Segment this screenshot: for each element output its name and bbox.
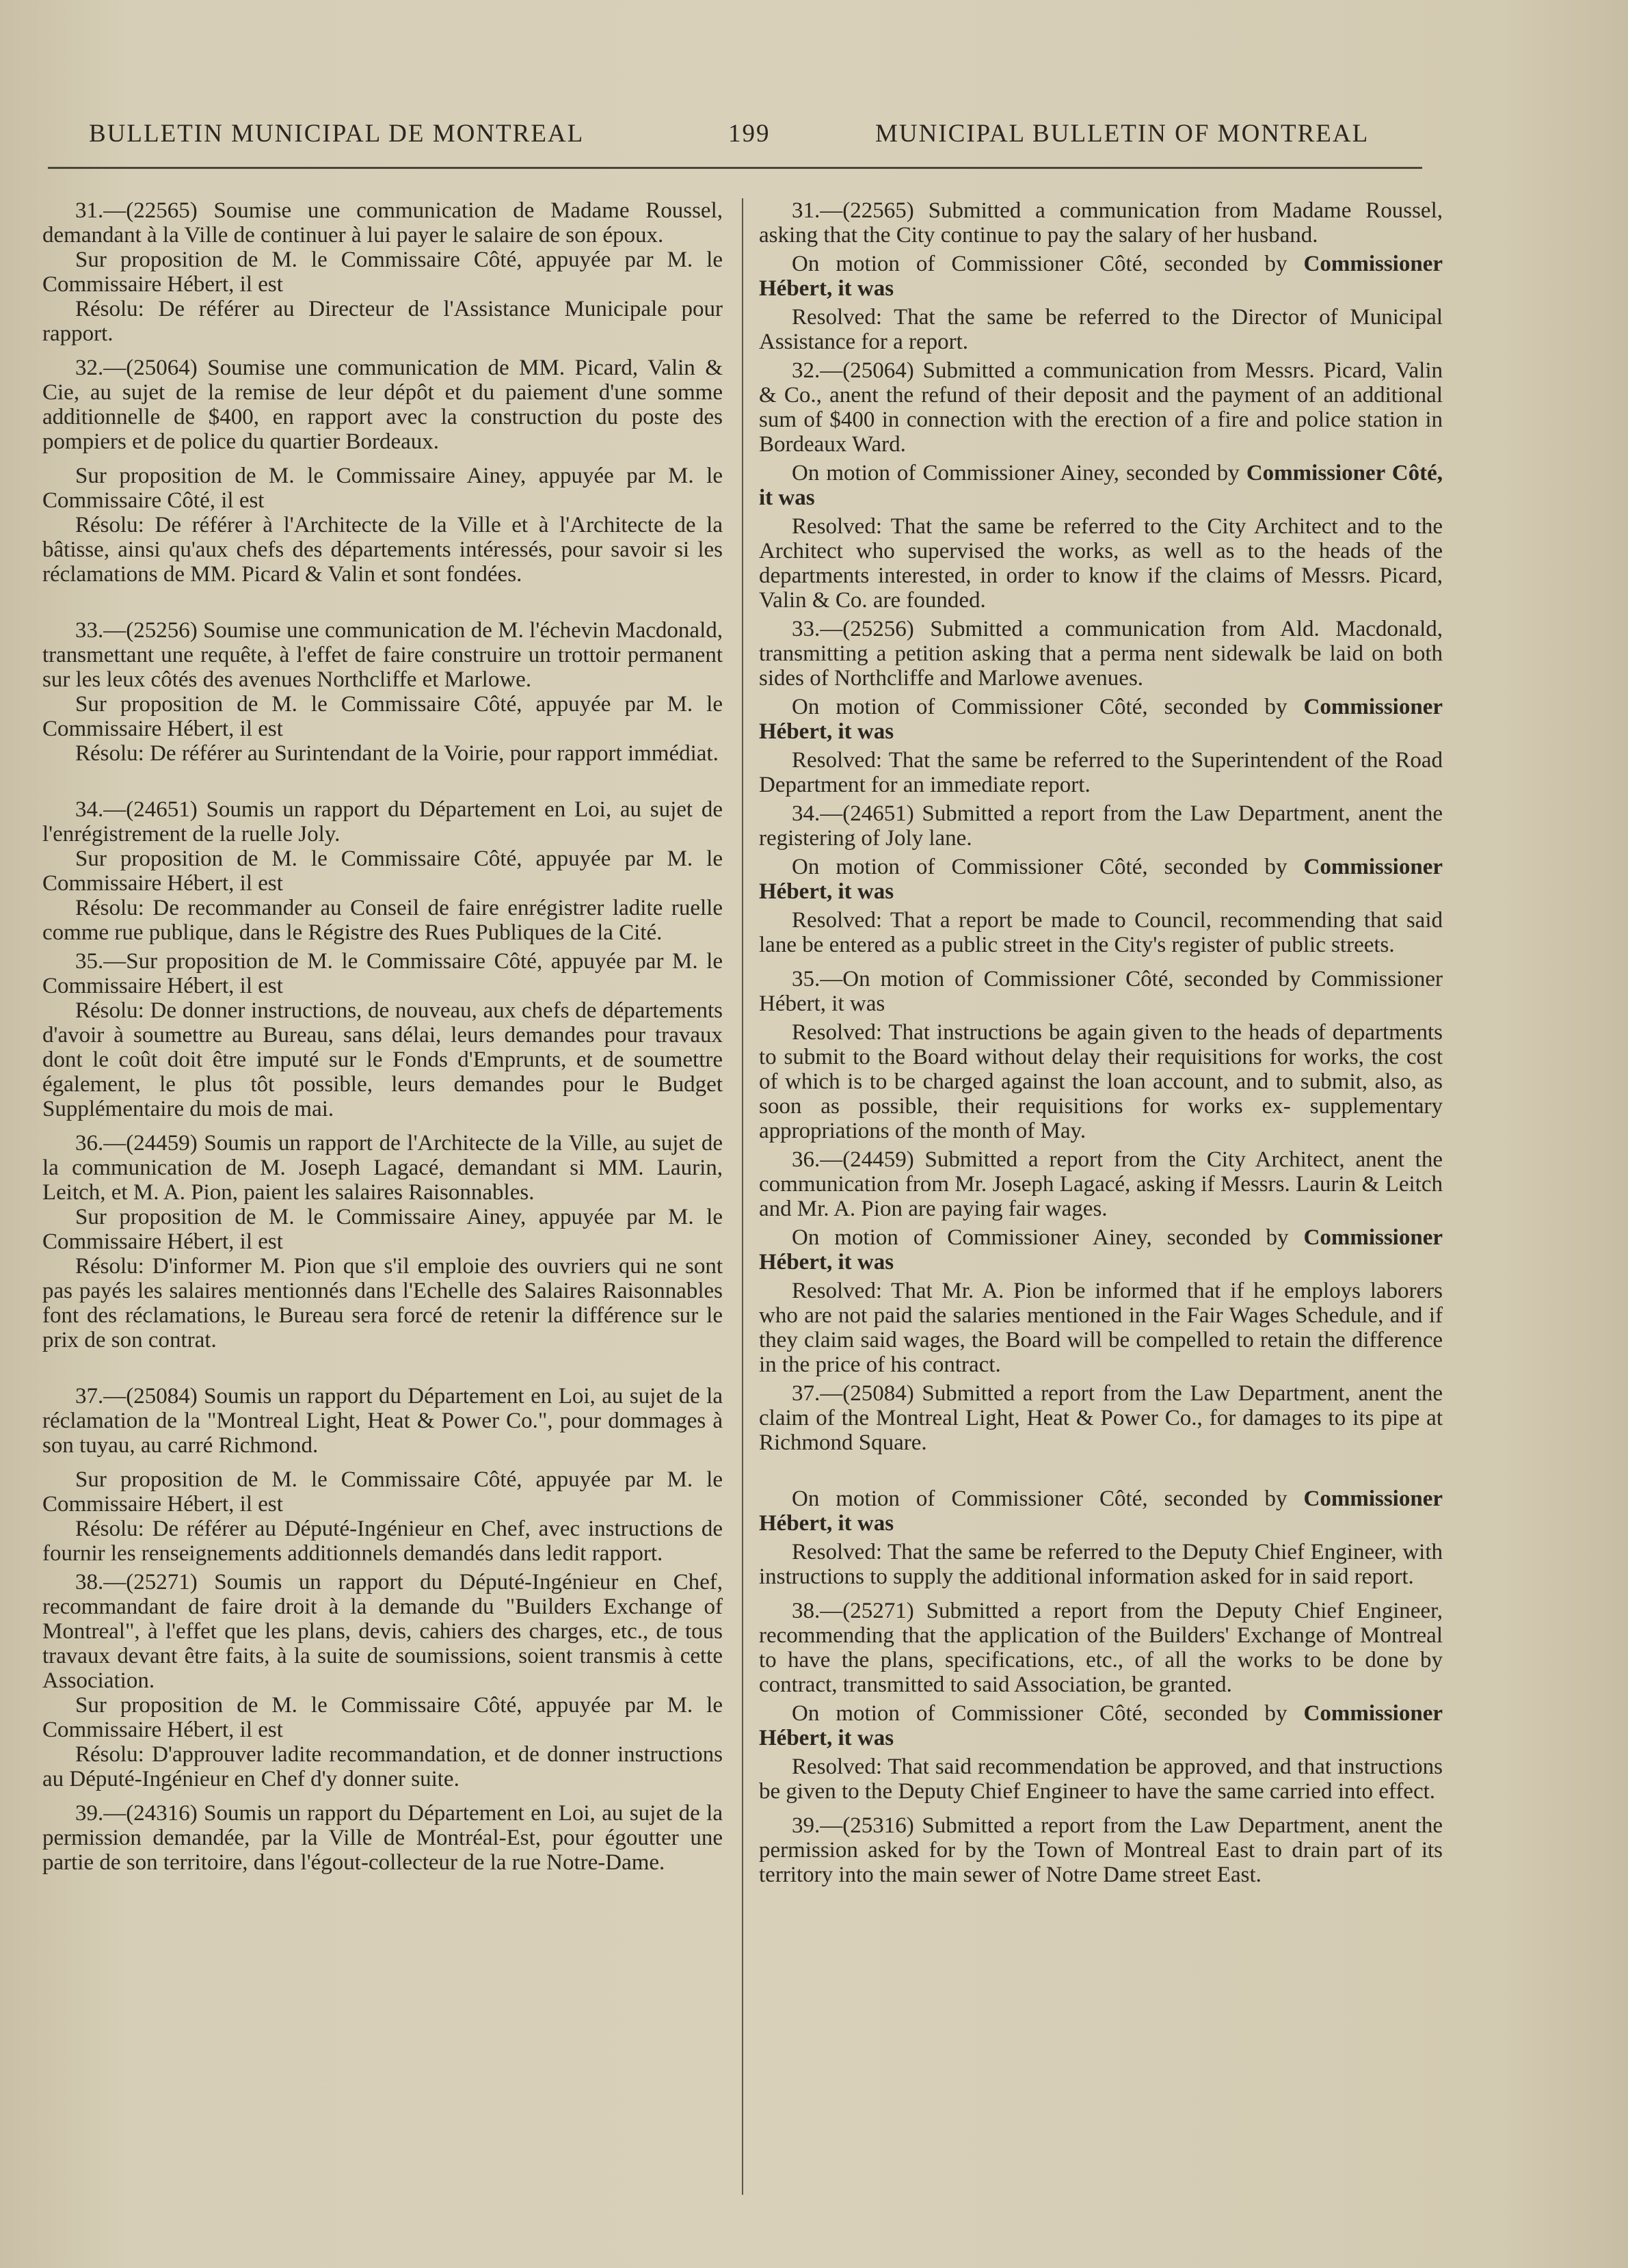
entry-motion: On motion of Commissioner Côté, seconded by Commissioner Hébert, it was — [759, 695, 1443, 744]
entry-head: 31.—(22565) Submitted a communication from Madame Roussel, asking that the City continue to pay the salary of her husband. — [759, 198, 1443, 248]
entry-resolved: Résolu: De recommander au Conseil de faire enrégistrer ladite ruelle comme rue publique, dans le Régistre des Rues Publiques de la Cité. — [42, 896, 723, 945]
entry-resolved: Resolved: That a report be made to Council, recommending that said lane be entered as a public street in the City's register of public streets. — [759, 908, 1443, 957]
entry-head: 34.—(24651) Soumis un rapport du Département en Loi, au sujet de l'enrégistrement de la ruelle Joly. — [42, 797, 723, 846]
entry-head: 32.—(25064) Submitted a communication from Messrs. Picard, Valin & Co., anent the refund of their deposit and the payment of an additional sum of $400 in connection with the erection of a fire and police station in Bordeaux Ward. — [759, 358, 1443, 457]
entry-motion: Sur proposition de M. le Commissaire Ainey, appuyée par M. le Commissaire Hébert, il est — [42, 1205, 723, 1254]
entry-en-34 — [759, 801, 1443, 957]
entry-en-31 — [759, 198, 1443, 354]
entry-resolved: Résolu: De référer au Directeur de l'Assistance Municipale pour rapport. — [42, 297, 723, 346]
entry-head: 37.—(25084) Submitted a report from the Law Department, anent the claim of the Montreal Light, Heat & Power Co., for damages to its pipe at Richmond Square. — [759, 1381, 1443, 1455]
entry-en-35 — [759, 967, 1443, 1143]
entry-resolved: Résolu: D'informer M. Pion que s'il emploie des ouvriers qui ne sont pas payés les salaires mentionnés dans l'Echelle des Salaires Raisonnables font des réclamations, le Bureau sera forcé de retenir la différence sur le prix de son contrat. — [42, 1254, 723, 1352]
entry-head: 36.—(24459) Submitted a report from the City Architect, anent the communication from Mr. Joseph Lagacé, asking if Messrs. Laurin & Leitch and Mr. A. Pion are paying fair wages. — [759, 1147, 1443, 1221]
entry-head: 38.—(25271) Soumis un rapport du Député-Ingénieur en Chef, recommandant de faire droit à la demande du "Builders Exchange of Montreal", à l'effet que les plans, devis, cahiers des charges, etc., de tous travaux devant être faits, à la suite de soumissions, soient transmis à cette Association. — [42, 1570, 723, 1693]
entry-resolved: Resolved: That said recommendation be approved, and that instructions be given to the Deputy Chief Engineer to have the same carried into effect. — [759, 1755, 1443, 1804]
entry-motion: Sur proposition de M. le Commissaire Côté, appuyée par M. le Commissaire Hébert, il est — [42, 1467, 723, 1517]
entry-en-33 — [759, 617, 1443, 797]
header-rule — [48, 167, 1422, 169]
page-number: 199 — [728, 120, 771, 148]
english-column — [759, 198, 1443, 1887]
entry-motion: On motion of Commissioner Ainey, seconded by Commissioner Hébert, it was — [759, 1225, 1443, 1275]
entry-en-36 — [759, 1147, 1443, 1377]
page-header — [82, 115, 1422, 163]
entry-resolved: Résolu: De référer au Député-Ingénieur en Chef, avec instructions de fournir les renseignements additionnels demandés dans ledit rapport. — [42, 1517, 723, 1566]
entry-resolved: Resolved: That the same be referred to the City Architect and to the Architect who supervised the works, as well as to the heads of the departments interested, in order to know if the claims of Messrs. Picard, Valin & Co. are founded. — [759, 514, 1443, 613]
entry-head: 35.—Sur proposition de M. le Commissaire Côté, appuyée par M. le Commissaire Hébert, il est — [42, 949, 723, 998]
entry-fr-36 — [42, 1131, 723, 1352]
entry-head: 37.—(25084) Soumis un rapport du Département en Loi, au sujet de la réclamation de la "Montreal Light, Heat & Power Co.", pour dommages à son tuyau, au carré Richmond. — [42, 1384, 723, 1458]
entry-resolved: Resolved: That Mr. A. Pion be informed that if he employs laborers who are not paid the salaries mentioned in the Fair Wages Schedule, and if they claim said wages, the Board will be compelled to retain the difference in the price of his contract. — [759, 1279, 1443, 1377]
entry-en-39 — [759, 1813, 1443, 1887]
entry-head: 39.—(25316) Submitted a report from the Law Department, anent the permission asked for by the Town of Montreal East to drain part of its territory into the main sewer of Notre Dame street East. — [759, 1813, 1443, 1887]
entry-motion: Sur proposition de M. le Commissaire Côté, appuyée par M. le Commissaire Hébert, il est — [42, 692, 723, 741]
entry-head: 38.—(25271) Submitted a report from the Deputy Chief Engineer, recommending that the application of the Builders' Exchange of Montreal to have the plans, specifications, etc., of all the works to be done by contract, transmitted to said Association, be granted. — [759, 1599, 1443, 1697]
entry-fr-34 — [42, 797, 723, 945]
entry-resolved: Résolu: De donner instructions, de nouveau, aux chefs de départements d'avoir à soumettre au Bureau, sans délai, leurs demandes pour travaux dont le coût doit être imputé sur le Fonds d'Emprunts, et de soumettre également, le plus tôt possible, leurs demandes pour le Budget Supplémentaire du mois de mai. — [42, 998, 723, 1121]
entry-fr-39 — [42, 1801, 723, 1875]
entry-resolved: Résolu: D'approuver ladite recommandation, et de donner instructions au Député-Ingénieur en Chef d'y donner suite. — [42, 1742, 723, 1791]
entry-fr-37 — [42, 1384, 723, 1566]
entry-en-38 — [759, 1599, 1443, 1804]
header-english-title: MUNICIPAL BULLETIN OF MONTREAL — [875, 120, 1370, 148]
entry-resolved: Resolved: That the same be referred to the Superintendent of the Road Department for an immediate report. — [759, 748, 1443, 797]
entry-fr-33 — [42, 618, 723, 766]
french-column — [42, 198, 723, 1875]
entry-motion: Sur proposition de M. le Commissaire Côté, appuyée par M. le Commissaire Hébert, il est — [42, 846, 723, 896]
entry-resolved: Résolu: De référer au Surintendant de la Voirie, pour rapport immédiat. — [75, 741, 719, 766]
entry-fr-35 — [42, 949, 723, 1121]
entry-motion: Sur proposition de M. le Commissaire Ainey, appuyée par M. le Commissaire Côté, il est — [42, 464, 723, 513]
entry-en-32 — [759, 358, 1443, 613]
entry-motion: Sur proposition de M. le Commissaire Côté, appuyée par M. le Commissaire Hébert, il est — [42, 248, 723, 297]
entry-motion: On motion of Commissioner Ainey, seconded by Commissioner Côté, it was — [759, 461, 1443, 510]
header-french-title: BULLETIN MUNICIPAL DE MONTREAL — [89, 120, 585, 148]
entry-head: 34.—(24651) Submitted a report from the Law Department, anent the registering of Joly lane. — [759, 801, 1443, 851]
entry-motion: On motion of Commissioner Côté, seconded by Commissioner Hébert, it was — [759, 1701, 1443, 1750]
entry-resolved: Resolved: That the same be referred to the Deputy Chief Engineer, with instructions to supply the additional information asked for in said report. — [759, 1540, 1443, 1589]
entry-resolved: Resolved: That the same be referred to the Director of Municipal Assistance for a report. — [759, 305, 1443, 354]
entry-head: 36.—(24459) Soumis un rapport de l'Architecte de la Ville, au sujet de la communication de M. Joseph Lagacé, demandant si MM. Laurin, Leitch, et M. A. Pion, paient les salaires Raisonnables. — [42, 1131, 723, 1205]
entry-fr-31 — [42, 198, 723, 346]
entry-head: 39.—(24316) Soumis un rapport du Département en Loi, au sujet de la permission demandée, par la Ville de Montréal-Est, pour égoutter une partie de son territoire, dans l'égout-collecteur de la rue Notre-Dame. — [42, 1801, 723, 1875]
entry-head: 33.—(25256) Submitted a communication from Ald. Macdonald, transmitting a petition asking that a perma nent sidewalk be laid on both sides of Northcliffe and Marlowe avenues. — [759, 617, 1443, 691]
entry-resolved: Resolved: That instructions be again given to the heads of departments to submit to the Board without delay their requisitions for works, the cost of which is to be charged against the loan account, and to submit, also, as soon as possible, their requisitions for works ex- supplementary appropriations of the month of May. — [759, 1020, 1443, 1143]
entry-motion: Sur proposition de M. le Commissaire Côté, appuyée par M. le Commissaire Hébert, il est — [42, 1693, 723, 1742]
entry-head: 35.—On motion of Commissioner Côté, seconded by Commissioner Hébert, it was — [759, 967, 1443, 1016]
entry-resolved: Résolu: De référer à l'Architecte de la Ville et à l'Architecte de la bâtisse, ainsi qu'aux chefs des départements intéressés, pour savoir si les réclamations de MM. Picard & Valin et sont fondées. — [42, 513, 723, 587]
entry-motion: On motion of Commissioner Côté, seconded by Commissioner Hébert, it was — [759, 252, 1443, 301]
column-divider — [742, 198, 743, 2195]
entry-head: 32.—(25064) Soumise une communication de MM. Picard, Valin & Cie, au sujet de la remise de leur dépôt et du paiement d'une somme additionnelle de $400, en rapport avec la construction du poste des pompiers et de police du quartier Bordeaux. — [42, 356, 723, 454]
entry-fr-32 — [42, 356, 723, 587]
entry-head: 33.—(25256) Soumise une communication de M. l'échevin Macdonald, transmettant une requête, à l'effet de faire construire un trottoir permanent sur les leux côtés des avenues Northcliffe et Marlowe. — [42, 618, 723, 692]
entry-en-37 — [759, 1381, 1443, 1589]
entry-motion: On motion of Commissioner Côté, seconded by Commissioner Hébert, it was — [759, 1486, 1443, 1536]
entry-fr-38 — [42, 1570, 723, 1791]
entry-motion: On motion of Commissioner Côté, seconded by Commissioner Hébert, it was — [759, 855, 1443, 904]
entry-head: 31.—(22565) Soumise une communication de Madame Roussel, demandant à la Ville de continuer à lui payer le salaire de son époux. — [42, 198, 723, 248]
